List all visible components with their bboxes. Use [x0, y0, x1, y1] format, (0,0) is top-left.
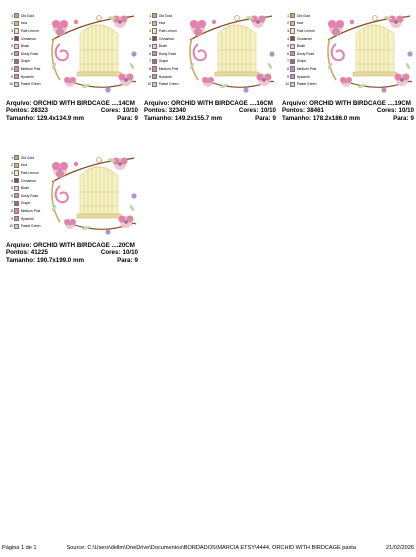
size-value: 190.7x199.0 mm [36, 256, 84, 264]
legend-number: 4 [11, 178, 13, 183]
file-name: ORCHID WITH BIRDCAGE ....14CM [33, 100, 135, 107]
legend-row [146, 50, 186, 58]
size-label: Tamanho: [282, 114, 312, 122]
file-line [6, 242, 138, 249]
color-swatch [14, 59, 19, 64]
legend-row [284, 20, 324, 28]
color-swatch [152, 44, 157, 49]
legend-color-name: Inca [20, 163, 28, 168]
color-swatch [14, 13, 19, 18]
legend-row [284, 58, 324, 66]
legend-color-name: Pastel Green [20, 82, 41, 87]
legend-number: 5 [11, 186, 13, 191]
legend-number: 6 [287, 51, 289, 56]
legend-number: 2 [149, 21, 151, 26]
legend-row [8, 12, 48, 20]
file-label: Arquivo: [144, 100, 170, 107]
color-swatch [14, 193, 19, 198]
legend-row [146, 27, 186, 35]
color-swatch [14, 36, 19, 41]
stops-label: Para: [393, 114, 409, 122]
legend-color-name: Cinnamon [20, 36, 37, 41]
legend-row [8, 35, 48, 43]
color-swatch [290, 36, 295, 41]
stops-value: 9 [272, 114, 276, 122]
design-info [282, 100, 414, 122]
size-line [6, 257, 138, 264]
color-swatch [14, 44, 19, 49]
legend-number: 2 [11, 163, 13, 168]
legend-row [8, 207, 48, 215]
legend-row [8, 42, 48, 50]
legend-number: 1 [287, 13, 289, 18]
legend-color-name: Blush [20, 186, 30, 191]
design-card [6, 150, 138, 280]
legend-color-name: Cinnamon [20, 178, 37, 183]
color-swatch [14, 216, 19, 221]
legend-number: 9 [11, 216, 13, 221]
color-swatch [14, 51, 19, 56]
color-swatch [152, 66, 157, 71]
color-swatch [290, 66, 295, 71]
embroidery-design-image [46, 152, 138, 240]
legend-number: 1 [11, 155, 13, 160]
embroidery-design-image [46, 10, 138, 98]
design-card [6, 8, 138, 138]
legend-number: 5 [287, 44, 289, 49]
stitches-line [6, 249, 138, 256]
legend-color-name: Dusty Rose [296, 51, 315, 56]
legend-color-name: Cinnamon [158, 36, 175, 41]
stitches-line [144, 107, 276, 114]
legend-number: 5 [11, 44, 13, 49]
design-card [282, 8, 414, 138]
legend-row [284, 65, 324, 73]
legend-row [284, 42, 324, 50]
legend-row [8, 20, 48, 28]
legend-number: 3 [287, 28, 289, 33]
size-line [6, 115, 138, 122]
legend-number: 6 [11, 51, 13, 56]
size-label: Tamanho: [6, 114, 36, 122]
color-swatch [152, 28, 157, 33]
file-line [144, 100, 276, 107]
legend-number: 10 [9, 82, 13, 87]
file-name: ORCHID WITH BIRDCAGE ....20CM [33, 242, 135, 249]
stitches-label: Pontos: [6, 107, 30, 115]
legend-color-name: Blush [20, 44, 30, 49]
stops-label: Para: [117, 256, 133, 264]
colors-value: 10/10 [122, 107, 138, 115]
legend-number: 8 [149, 66, 151, 71]
legend-color-name: Grape [158, 59, 169, 64]
size-value: 129.4x134.9 mm [36, 114, 84, 122]
print-date: 21/02/2026 [386, 545, 414, 551]
design-card [144, 8, 276, 138]
legend-row [8, 192, 48, 200]
legend-number: 7 [149, 59, 151, 64]
size-line [144, 115, 276, 122]
legend-row [284, 27, 324, 35]
stitches-value: 32340 [168, 107, 186, 115]
colors-label: Cores: [238, 107, 259, 115]
legend-color-name: Hyacinth [20, 216, 34, 221]
legend-number: 6 [11, 193, 13, 198]
color-swatch [152, 13, 157, 18]
legend-color-name: Pastel Green [296, 82, 317, 87]
size-line [282, 115, 414, 122]
design-info [6, 242, 138, 264]
legend-number: 10 [147, 82, 151, 87]
stops-label: Para: [255, 114, 271, 122]
stops-label: Para: [117, 114, 133, 122]
color-swatch [14, 201, 19, 206]
color-swatch [14, 224, 19, 229]
legend-number: 3 [11, 170, 13, 175]
legend-row [284, 35, 324, 43]
color-swatch [152, 74, 157, 79]
embroidery-design-image [322, 10, 414, 98]
legend-number: 9 [11, 74, 13, 79]
legend-color-name: Blush [296, 44, 306, 49]
legend-row [8, 65, 48, 73]
legend-color-name: Medium Pink [296, 66, 317, 71]
legend-number: 8 [287, 66, 289, 71]
legend-color-name: Inca [296, 21, 304, 26]
legend-color-name: Dusty Rose [20, 51, 39, 56]
color-legend [8, 12, 48, 88]
legend-color-name: Hyacinth [20, 74, 34, 79]
legend-number: 9 [149, 74, 151, 79]
source-path: Source: C:\Users\dellm\OneDrive\Documentos\BORDADOS\MARCIA ETSY\4444. ORCHID WITH BIRDCAGE pasta [66, 545, 356, 551]
design-info [144, 100, 276, 122]
legend-row [284, 12, 324, 20]
color-legend [8, 154, 48, 230]
legend-color-name: Blush [158, 44, 168, 49]
legend-row [146, 20, 186, 28]
file-label: Arquivo: [6, 100, 32, 107]
colors-label: Cores: [376, 107, 397, 115]
color-swatch [14, 82, 19, 87]
color-swatch [290, 82, 295, 87]
size-label: Tamanho: [144, 114, 174, 122]
color-swatch [14, 178, 19, 183]
color-swatch [14, 170, 19, 175]
legend-color-name: Medium Pink [20, 66, 41, 71]
file-line [282, 100, 414, 107]
legend-row [284, 73, 324, 81]
file-line [6, 100, 138, 107]
legend-number: 9 [287, 74, 289, 79]
legend-color-name: Pale Lemon [20, 28, 39, 33]
legend-number: 8 [11, 208, 13, 213]
legend-row [284, 80, 324, 88]
legend-number: 4 [11, 36, 13, 41]
legend-row [8, 73, 48, 81]
colors-label: Cores: [100, 107, 121, 115]
file-label: Arquivo: [6, 242, 32, 249]
legend-row [8, 27, 48, 35]
design-preview [282, 8, 414, 100]
stitches-line [6, 107, 138, 114]
legend-number: 10 [285, 82, 289, 87]
color-swatch [152, 59, 157, 64]
legend-color-name: Grape [20, 201, 31, 206]
legend-number: 4 [149, 36, 151, 41]
legend-number: 7 [11, 59, 13, 64]
legend-color-name: Pale Lemon [20, 170, 39, 175]
stops-value: 9 [410, 114, 414, 122]
legend-row [146, 42, 186, 50]
legend-number: 3 [149, 28, 151, 33]
file-name: ORCHID WITH BIRDCAGE ....19CM [309, 100, 411, 107]
legend-color-name: Medium Pink [158, 66, 179, 71]
legend-color-name: Inca [158, 21, 166, 26]
legend-number: 2 [287, 21, 289, 26]
color-swatch [14, 163, 19, 168]
stops-value: 9 [134, 256, 138, 264]
legend-number: 1 [11, 13, 13, 18]
legend-row [8, 200, 48, 208]
legend-color-name: Inca [20, 21, 28, 26]
legend-color-name: Medium Pink [20, 208, 41, 213]
colors-label: Cores: [100, 249, 121, 257]
colors-value: 10/10 [398, 107, 414, 115]
legend-row [8, 162, 48, 170]
legend-row [8, 184, 48, 192]
legend-number: 8 [11, 66, 13, 71]
legend-color-name: Old Gold [20, 13, 35, 18]
stitches-value: 38461 [306, 107, 324, 115]
color-swatch [290, 21, 295, 26]
color-swatch [290, 59, 295, 64]
stitches-line [282, 107, 414, 114]
design-preview [6, 8, 138, 100]
colors-value: 10/10 [260, 107, 276, 115]
legend-color-name: Old Gold [20, 155, 35, 160]
color-swatch [290, 28, 295, 33]
legend-row [8, 58, 48, 66]
legend-number: 4 [287, 36, 289, 41]
legend-number: 1 [149, 13, 151, 18]
legend-color-name: Dusty Rose [20, 193, 39, 198]
legend-color-name: Pastel Green [158, 82, 179, 87]
legend-color-name: Pale Lemon [158, 28, 177, 33]
color-swatch [14, 66, 19, 71]
legend-color-name: Pale Lemon [296, 28, 315, 33]
stitches-label: Pontos: [144, 107, 168, 115]
legend-row [146, 35, 186, 43]
size-value: 149.2x155.7 mm [174, 114, 222, 122]
page-footer [2, 545, 414, 551]
legend-row [8, 50, 48, 58]
stitches-label: Pontos: [282, 107, 306, 115]
legend-color-name: Hyacinth [158, 74, 172, 79]
color-swatch [14, 155, 19, 160]
stops-value: 9 [134, 114, 138, 122]
legend-row [146, 58, 186, 66]
stitches-label: Pontos: [6, 249, 30, 257]
legend-number: 7 [287, 59, 289, 64]
legend-row [146, 73, 186, 81]
color-swatch [152, 36, 157, 41]
design-info [6, 100, 138, 122]
legend-row [146, 12, 186, 20]
legend-color-name: Dusty Rose [158, 51, 177, 56]
color-swatch [14, 74, 19, 79]
legend-number: 7 [11, 201, 13, 206]
legend-row [8, 154, 48, 162]
legend-color-name: Cinnamon [296, 36, 313, 41]
legend-number: 6 [149, 51, 151, 56]
legend-row [8, 169, 48, 177]
file-name: ORCHID WITH BIRDCAGE ....16CM [171, 100, 273, 107]
color-legend [284, 12, 324, 88]
color-swatch [14, 186, 19, 191]
size-label: Tamanho: [6, 256, 36, 264]
color-swatch [14, 28, 19, 33]
legend-number: 2 [11, 21, 13, 26]
legend-color-name: Grape [20, 59, 31, 64]
color-swatch [290, 51, 295, 56]
color-swatch [290, 44, 295, 49]
legend-row [8, 177, 48, 185]
color-swatch [290, 74, 295, 79]
colors-value: 10/10 [122, 249, 138, 257]
embroidery-design-image [184, 10, 276, 98]
file-label: Arquivo: [282, 100, 308, 107]
legend-row [8, 80, 48, 88]
page-number: Página 1 de 1 [2, 545, 37, 551]
legend-color-name: Grape [296, 59, 307, 64]
color-legend [146, 12, 186, 88]
stitches-value: 28323 [30, 107, 48, 115]
legend-row [146, 65, 186, 73]
legend-color-name: Hyacinth [296, 74, 310, 79]
size-value: 178.2x186.0 mm [312, 114, 360, 122]
legend-row [146, 80, 186, 88]
legend-color-name: Pastel Green [20, 224, 41, 229]
legend-color-name: Old Gold [296, 13, 311, 18]
design-preview [6, 150, 138, 242]
stitches-value: 41225 [30, 249, 48, 257]
color-swatch [152, 82, 157, 87]
legend-row [8, 215, 48, 223]
color-swatch [14, 21, 19, 26]
legend-number: 10 [9, 224, 13, 229]
legend-row [284, 50, 324, 58]
design-preview [144, 8, 276, 100]
legend-number: 3 [11, 28, 13, 33]
color-swatch [14, 208, 19, 213]
legend-row [8, 222, 48, 230]
color-swatch [152, 51, 157, 56]
legend-number: 5 [149, 44, 151, 49]
color-swatch [290, 13, 295, 18]
color-swatch [152, 21, 157, 26]
legend-color-name: Old Gold [158, 13, 173, 18]
